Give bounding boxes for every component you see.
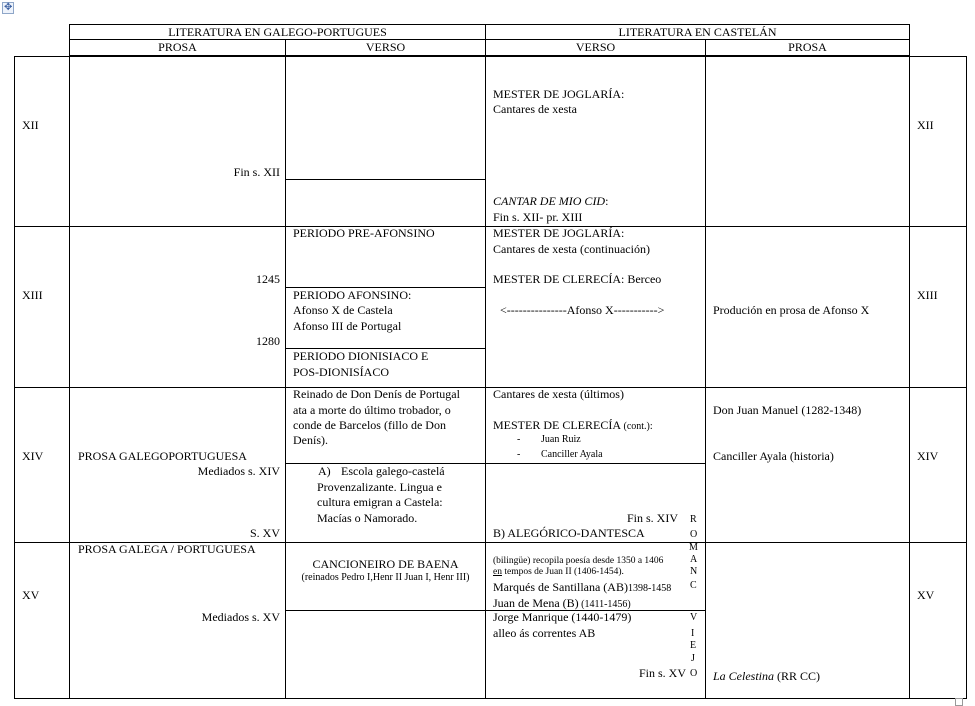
century-label-left: XV	[22, 588, 40, 602]
grid-line	[14, 387, 967, 388]
fin-s-xiv: Fin s. XIV	[626, 511, 678, 525]
afonsino-line-2: Afonso III de Portugal	[293, 319, 402, 333]
afonsino-line-1: Afonso X de Castela	[293, 303, 393, 317]
grid-line	[966, 56, 967, 699]
vertical-letter: E	[690, 640, 697, 651]
grid-line	[909, 56, 910, 699]
escola-line-4: Macías o Namorado.	[317, 511, 418, 525]
juan-ruiz: Juan Ruiz	[541, 434, 581, 445]
header-galego: LITERATURA EN GALEGO-PORTUGUES	[168, 25, 387, 39]
vertical-letter: O	[690, 529, 698, 540]
periodo-dionisiaco-2: POS-DIONISÍACO	[293, 365, 390, 379]
century-label-right: XV	[917, 588, 935, 602]
header-castelan-verso: VERSO	[575, 40, 616, 54]
cantares-de-xesta: Cantares de xesta	[493, 102, 577, 116]
grid-line	[285, 610, 485, 611]
escola-line-2: Provenzalizante. Lingua e	[317, 480, 442, 494]
cancioneiro-baena-title: CANCIONEIRO DE BAENA	[312, 557, 459, 571]
vertical-letter: N	[690, 566, 698, 577]
reinado-line-4: Denís).	[293, 433, 328, 447]
mediados-s-xv: Mediados s. XV	[201, 610, 280, 624]
mester-clerecia-berceo: MESTER DE CLERECÍA: Berceo	[493, 272, 662, 286]
year-1245: 1245	[256, 272, 280, 286]
vertical-letter: A	[690, 554, 698, 565]
grid-line	[485, 463, 705, 464]
cancioneiro-baena-subtitle: (reinados Pedro I,Henr II Juan I, Henr III)	[301, 572, 470, 583]
fin-s-xv: Fin s. XV	[638, 666, 686, 680]
reinado-line-1: Reinado de Don Denís de Portugal	[293, 387, 460, 401]
grid-line	[14, 56, 967, 57]
la-celestina: La Celestina (RR CC)	[713, 669, 821, 683]
year-1280: 1280	[256, 334, 280, 348]
escola-line-3: cultura emigran a Castela:	[317, 495, 443, 509]
periodo-pre-afonsino: PERIODO PRE-AFONSINO	[293, 226, 435, 240]
jorge-manrique: Jorge Manrique (1440-1479)	[493, 610, 632, 624]
escola-line-1: Escola galego-castelá	[341, 464, 445, 478]
cantar-mio-cid: CANTAR DE MIO CID:	[493, 194, 609, 208]
reinado-line-2: ata a morte do último trobador, o	[293, 403, 451, 417]
century-label-left: XII	[22, 118, 39, 132]
header-galego-prosa: PROSA	[158, 40, 197, 54]
bilingue-line-2: en tempos de Juan II (1406-1454).	[493, 567, 624, 577]
escola-marker: A)	[318, 464, 331, 478]
grid-line	[909, 24, 910, 56]
periodo-afonsino: PERIODO AFONSINO:	[293, 288, 412, 302]
grid-line	[705, 56, 706, 699]
header-galego-verso: VERSO	[365, 40, 406, 54]
prosa-galegoportuguesa: PROSA GALEGOPORTUGUESA	[78, 449, 247, 463]
vertical-letter: C	[690, 580, 697, 591]
grid-line	[14, 56, 15, 699]
alleo-correntes: alleo ás correntes AB	[493, 626, 596, 640]
header-castelan: LITERATURA EN CASTELÁN	[618, 25, 777, 39]
century-label-right: XIV	[917, 449, 939, 463]
vertical-letter: I	[691, 628, 695, 639]
vertical-letter: J	[691, 653, 695, 664]
mester-joglaria-xiii: MESTER DE JOGLARÍA:	[493, 226, 625, 240]
grid-line	[485, 56, 486, 699]
grid-line	[14, 226, 967, 227]
vertical-letter: R	[690, 514, 697, 525]
bullet: -	[517, 434, 521, 445]
afonso-x-arrow: <---------------Afonso X----------->	[500, 303, 665, 317]
cantares-continuacion: Cantares de xesta (continuación)	[493, 242, 650, 256]
century-label-right: XII	[917, 118, 934, 132]
mester-joglaria-xii: MESTER DE JOGLARÍA:	[493, 87, 625, 101]
alegorico-dantesca: B) ALEGÓRICO-DANTESCA	[493, 526, 645, 540]
marques-santillana: Marqués de Santillana (AB)1398-1458	[493, 580, 672, 594]
reinado-line-3: conde de Barcelos (fillo de Don	[293, 418, 446, 432]
table-move-handle[interactable]	[2, 2, 14, 14]
don-juan-manuel: Don Juan Manuel (1282-1348)	[713, 403, 862, 417]
vertical-letter: M	[689, 542, 698, 553]
canciller-ayala-verso: Canciller Ayala	[541, 449, 603, 460]
grid-line	[14, 698, 967, 699]
century-label-left: XIII	[22, 288, 43, 302]
producion-afonso-x: Produción en prosa de Afonso X	[713, 303, 870, 317]
prosa-galega-portuguesa: PROSA GALEGA / PORTUGUESA	[78, 542, 256, 556]
grid-line	[285, 56, 286, 699]
mediados-s-xiv: Mediados s. XIV	[197, 464, 280, 478]
fin-s-xii: Fin s. XII	[233, 165, 280, 179]
grid-line	[69, 56, 70, 699]
juan-de-mena: Juan de Mena (B) (1411-1456)	[493, 596, 631, 610]
cantares-ultimos: Cantares de xesta (últimos)	[493, 387, 624, 401]
move-cross-icon: ✥	[4, 2, 13, 13]
bullet: -	[517, 449, 521, 460]
vertical-letter: V	[690, 612, 698, 623]
canciller-ayala-historia: Canciller Ayala (historia)	[713, 449, 834, 463]
mester-clerecia-cont: MESTER DE CLERECÍA (cont.):	[493, 418, 653, 432]
grid-line	[285, 179, 485, 180]
header-castelan-prosa: PROSA	[788, 40, 827, 54]
fin-xii-pr-xiii: Fin s. XII- pr. XIII	[493, 210, 583, 224]
bilingue-line-1: (bilingüe) recopila poesía desde 1350 a 1406	[493, 556, 664, 566]
century-label-right: XIII	[917, 288, 938, 302]
s-xv: S. XV	[249, 526, 280, 540]
vertical-letter: O	[690, 668, 698, 679]
periodo-dionisiaco-1: PERIODO DIONISIACO E	[293, 349, 429, 363]
century-label-left: XIV	[22, 449, 44, 463]
table-resize-handle[interactable]	[955, 698, 963, 706]
